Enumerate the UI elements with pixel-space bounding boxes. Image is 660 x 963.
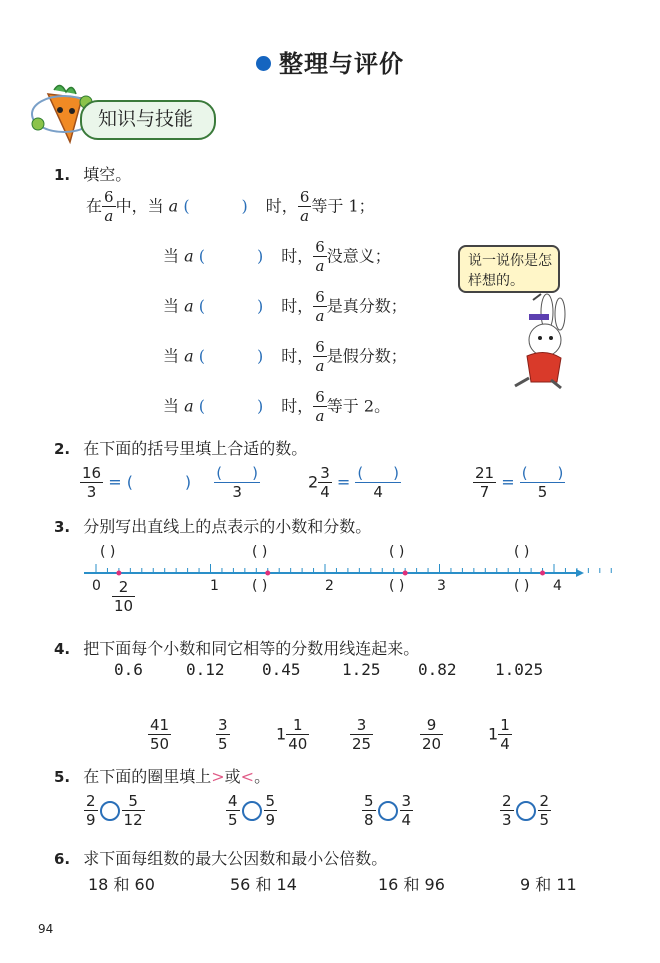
number-line-point: [265, 571, 270, 576]
answer-blank[interactable]: ( ): [198, 296, 282, 316]
nl-label-3: 3: [437, 578, 446, 594]
q1-line-1: [86, 190, 375, 224]
q1-line-end: 没意义；: [326, 246, 391, 266]
number-group: 56 和 14: [230, 875, 297, 894]
frac-denominator: 4: [373, 483, 383, 501]
fraction: [362, 794, 376, 828]
question-6-header: [54, 846, 387, 869]
q4-fraction-item[interactable]: [488, 718, 512, 752]
compare-circle[interactable]: [242, 801, 262, 821]
greater-than-sign: >: [211, 767, 225, 786]
nl-blank-bottom-2[interactable]: ( ): [252, 578, 268, 594]
bullet-dot-icon: [256, 56, 271, 71]
frac-denominator: 5: [228, 811, 238, 829]
frac-denominator: 50: [150, 735, 170, 753]
fraction: [298, 190, 312, 224]
fraction: [226, 794, 240, 828]
frac-numerator: 6: [315, 388, 325, 406]
question-number: 5.: [54, 768, 71, 786]
fraction: [498, 718, 512, 752]
question-number: 2.: [54, 440, 71, 458]
frac-denominator: a: [300, 207, 310, 225]
frac-numerator: 5: [265, 792, 276, 810]
fraction: [313, 290, 327, 324]
decimal-item[interactable]: 0.6: [114, 660, 143, 679]
frac-numerator: 6: [315, 338, 325, 356]
q1-line-mid: 当: [163, 246, 180, 266]
frac-denominator: a: [315, 407, 325, 425]
frac-denominator: 3: [86, 483, 97, 501]
question-2-header: [54, 436, 307, 459]
question-text: 在下面的括号里填上合适的数。: [83, 439, 308, 458]
fraction: [80, 466, 103, 500]
number-group: 9 和 11: [520, 875, 577, 894]
page-title-text: 整理与评价: [279, 50, 404, 78]
nl-label-4: 4: [553, 578, 562, 594]
blank-numerator[interactable]: ( ): [357, 464, 400, 482]
frac-denominator: a: [104, 207, 114, 225]
q1-line-end: 等于 2。: [326, 396, 391, 416]
number-line-point: [116, 571, 121, 576]
fraction: [102, 190, 116, 224]
frac-numerator: 6: [315, 288, 325, 306]
fraction: [148, 718, 171, 752]
frac-numerator: 1: [500, 716, 510, 734]
answer-blank[interactable]: ( ): [126, 472, 210, 492]
frac-denominator: 4: [500, 735, 510, 753]
frac-denominator: 5: [218, 735, 228, 753]
number-line-point: [403, 571, 408, 576]
frac-denominator: 5: [539, 811, 550, 829]
number-group: 18 和 60: [88, 875, 155, 894]
number-line-ticks: [96, 564, 611, 573]
whole-number: 2: [308, 472, 319, 492]
rabbit-mascot-icon: [505, 290, 575, 395]
fraction-blank[interactable]: [355, 466, 401, 500]
question-text: 求下面每组数的最大公因数和最小公倍数。: [83, 849, 388, 868]
q2-item-1: [80, 466, 260, 500]
fraction: [350, 718, 373, 752]
nl-label-1: 1: [210, 578, 219, 594]
speech-bubble: 说一说你是怎样想的。: [458, 245, 560, 293]
compare-pair: [84, 794, 145, 828]
frac-denominator: a: [315, 357, 325, 375]
q1-line-post: 时，: [281, 396, 314, 416]
question-text: 填空。: [83, 165, 132, 184]
decimal-item[interactable]: 0.82: [418, 660, 457, 679]
equals-sign: =: [501, 472, 515, 492]
question-3-header: [54, 514, 371, 537]
nl-blank-bottom-3[interactable]: ( ): [389, 578, 405, 594]
nl-blank-top-2[interactable]: ( ): [252, 544, 268, 560]
decimal-item[interactable]: 1.25: [342, 660, 381, 679]
q1-line-3: [163, 290, 407, 324]
question-1-header: [54, 162, 131, 185]
frac-numerator: 16: [82, 464, 102, 482]
frac-denominator: 12: [123, 811, 143, 829]
frac-denominator: a: [315, 307, 325, 325]
answer-blank[interactable]: ( ): [198, 346, 282, 366]
q1-line-4: [163, 340, 407, 374]
variable-a: a: [184, 296, 194, 316]
fraction-blank[interactable]: [520, 466, 566, 500]
frac-denominator: 40: [288, 735, 308, 753]
compare-circle[interactable]: [516, 801, 536, 821]
answer-blank[interactable]: ( ): [198, 396, 282, 416]
frac-numerator: 4: [228, 792, 238, 810]
q2-item-3: [473, 466, 565, 500]
fraction: [313, 390, 327, 424]
frac-denominator: 3: [232, 483, 242, 501]
question-5-header: [54, 764, 270, 787]
frac-numerator: 2: [502, 792, 512, 810]
nl-blank-top-1[interactable]: ( ): [100, 544, 116, 560]
q1-line-end: 是假分数；: [326, 346, 407, 366]
nl-blank-top-3[interactable]: ( ): [389, 544, 405, 560]
frac-numerator: 1: [286, 718, 309, 735]
nl-label-2: 2: [325, 578, 334, 594]
fraction: [473, 466, 496, 500]
frac-numerator: 21: [475, 464, 495, 482]
or-text: 或: [224, 767, 241, 786]
question-number: 1.: [54, 166, 71, 184]
frac-denominator: a: [315, 257, 325, 275]
fraction: [400, 794, 414, 828]
compare-circle[interactable]: [378, 801, 398, 821]
nl-first-fraction: [112, 580, 135, 614]
compare-circle[interactable]: [100, 801, 120, 821]
q1-line-5: [163, 390, 390, 424]
variable-a: a: [184, 246, 194, 266]
compare-pair: [500, 794, 551, 828]
frac-numerator: 2: [539, 792, 550, 810]
q4-fraction-item[interactable]: [420, 718, 443, 752]
question-number: 3.: [54, 518, 71, 536]
equals-sign: =: [108, 472, 122, 492]
q1-line-post: 时，: [281, 346, 314, 366]
question-text: 把下面每个小数和同它相等的分数用线连起来。: [83, 639, 420, 658]
fraction: [318, 466, 332, 500]
whole-number: 1: [488, 724, 499, 744]
q1-line-post: 时，: [265, 196, 298, 216]
frac-denominator: 9: [265, 811, 276, 829]
frac-denominator: 3: [502, 811, 512, 829]
frac-denominator: 5: [537, 483, 548, 501]
fraction-blank[interactable]: [214, 466, 260, 500]
q4-fraction-item[interactable]: [148, 718, 171, 752]
fraction: [500, 794, 514, 828]
fraction: [216, 718, 230, 752]
frac-numerator: 3: [218, 716, 228, 734]
frac-denominator: 9: [86, 811, 96, 829]
compare-pair: [226, 794, 277, 828]
frac-denominator: 7: [479, 483, 490, 501]
question-text: 在下面的圈里填上: [83, 767, 212, 786]
q1-line-2: [163, 240, 391, 274]
less-than-sign: <: [240, 767, 255, 786]
frac-numerator: 3: [350, 718, 373, 735]
nl-blank-bottom-4[interactable]: ( ): [514, 578, 530, 594]
frac-numerator: 6: [299, 188, 310, 206]
frac-numerator: 2: [112, 580, 135, 597]
frac-numerator: 41: [150, 716, 170, 734]
frac-numerator: 6: [315, 238, 325, 256]
compare-pair: [362, 794, 413, 828]
decimal-item[interactable]: 1.025: [495, 660, 544, 679]
fraction: [420, 718, 443, 752]
blank-numerator[interactable]: ( ): [521, 464, 564, 482]
fraction: [538, 794, 552, 828]
variable-a: a: [184, 396, 194, 416]
question-number: 4.: [54, 640, 71, 658]
answer-blank[interactable]: ( ): [183, 196, 266, 216]
frac-numerator: 9: [420, 718, 443, 735]
frac-numerator: 5: [364, 792, 374, 810]
frac-denominator: 20: [422, 735, 442, 753]
arrow-head-icon: [576, 569, 584, 577]
number-group: 16 和 96: [378, 875, 445, 894]
frac-numerator: 2: [86, 792, 96, 810]
frac-denominator: 4: [401, 811, 412, 829]
fraction: [286, 718, 309, 752]
section-badge: 知识与技能: [80, 100, 216, 140]
frac-denominator: 4: [320, 483, 330, 501]
variable-a: a: [184, 346, 194, 366]
frac-numerator: 5: [122, 794, 145, 811]
frac-denominator: 25: [352, 735, 372, 753]
fraction: [84, 794, 98, 828]
whole-number: 1: [276, 724, 287, 744]
q4-fraction-item[interactable]: [216, 718, 230, 752]
fraction: [112, 580, 135, 614]
q1-line-end: 等于 1；: [311, 196, 375, 216]
decimal-item[interactable]: 0.45: [262, 660, 301, 679]
q1-line-mid: 中，当: [115, 196, 164, 216]
q4-fraction-item[interactable]: [276, 718, 309, 752]
frac-numerator: 3: [401, 792, 412, 810]
frac-numerator: 3: [320, 464, 330, 482]
page-title: [0, 44, 660, 79]
page-number: 94: [38, 922, 54, 936]
frac-numerator: 6: [104, 188, 114, 206]
q1-line-post: 时，: [281, 296, 314, 316]
q1-line-end: 是真分数；: [326, 296, 407, 316]
nl-blank-top-4[interactable]: ( ): [514, 544, 530, 560]
q1-line-pre: 在: [86, 196, 103, 216]
q1-line-mid: 当: [163, 396, 180, 416]
question-text: 分别写出直线上的点表示的小数和分数。: [83, 517, 372, 536]
question-4-header: [54, 636, 419, 659]
fraction: [313, 340, 327, 374]
frac-denominator: 10: [114, 597, 134, 615]
number-line-point: [540, 571, 545, 576]
q1-line-mid: 当: [163, 346, 180, 366]
fraction: [264, 794, 278, 828]
fraction: [122, 794, 145, 828]
question-text-end: 。: [254, 767, 271, 786]
answer-blank[interactable]: ( ): [198, 246, 282, 266]
question-number: 6.: [54, 850, 71, 868]
decimal-item[interactable]: 0.12: [186, 660, 225, 679]
nl-label-0: 0: [92, 578, 101, 594]
q1-line-mid: 当: [163, 296, 180, 316]
fraction: [313, 240, 327, 274]
blank-numerator[interactable]: ( ): [216, 464, 258, 482]
q1-line-post: 时，: [281, 246, 314, 266]
frac-denominator: 8: [364, 811, 374, 829]
variable-a: a: [168, 196, 179, 216]
q4-fraction-item[interactable]: [350, 718, 373, 752]
equals-sign: =: [336, 472, 351, 492]
q2-item-2: [308, 466, 401, 500]
